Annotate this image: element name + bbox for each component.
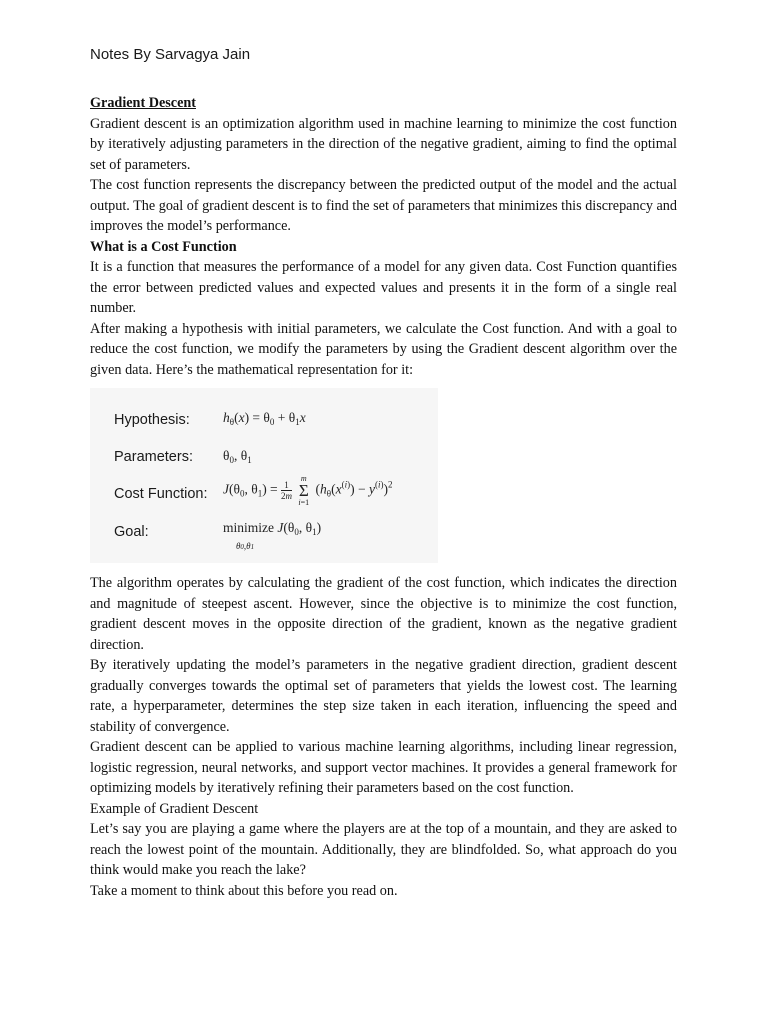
paragraph-iterative-update: By iteratively updating the model’s parameters in the negative gradient direction, gradient descent gradually converges towards the optimal set of parameters that yields the lowest cost. The learning rate, a hyperparameter, determines the step size taken in each iteration, influencing the speed and stability of convergence. bbox=[90, 657, 677, 735]
section-title: Gradient Descent bbox=[90, 95, 196, 111]
paragraph-cost-definition: It is a function that measures the performance of a model for any given data. Cost Function quantifies the error between predicted values and expected values and presents it in the form of a single real number. bbox=[90, 259, 677, 316]
paragraph-cost-discrepancy: The cost function represents the discrepancy between the predicted output of the model and the actual output. The goal of gradient descent is to find the set of parameters that minimizes this discrepancy and improves the model’s performance. bbox=[90, 177, 677, 234]
goal-label: Goal: bbox=[114, 524, 149, 540]
hypothesis-label: Hypothesis: bbox=[114, 412, 190, 428]
paragraph-intro: Gradient descent is an optimization algorithm used in machine learning to minimize the cost function by iteratively adjusting parameters in the direction of the negative gradient, aiming to find the optimal set of parameters. bbox=[90, 115, 677, 173]
page-header: Notes By Sarvagya Jain bbox=[90, 46, 251, 63]
paragraph-gradient-direction: The algorithm operates by calculating the gradient of the cost function, which indicates the direction and magnitude of steepest ascent. However, since the objective is to minimize the cost function, gradient descent moves in the opposite direction of the gradient, known as the negative gradient direction. bbox=[90, 575, 677, 653]
cost-function-heading: What is a Cost Function bbox=[90, 238, 237, 255]
parameters-formula: $\theta_0$, $\theta_1$ bbox=[223, 448, 252, 465]
parameters-label: Parameters: bbox=[114, 449, 193, 465]
hypothesis-formula: $h_\theta(x) = \theta_0 + \theta_1x$ bbox=[223, 410, 306, 427]
paragraph-applications: Gradient descent can be applied to various machine learning algorithms, including linear regression, logistic regression, neural networks, and support vector machines. It provides a general framework for optimizing models by iteratively refining their parameters based on the cost function. bbox=[90, 739, 677, 796]
paragraph-hypothesis: After making a hypothesis with initial parameters, we calculate the Cost function. And with a goal to reduce the cost function, we modify the parameters by using the Gradient descent algorithm over the given data. Here’s the mathematical representation for it: bbox=[90, 320, 677, 378]
goal-formula: minimize $J(\theta_0$, $\theta_1$) bbox=[223, 520, 322, 537]
cost-function-label: Cost Function: bbox=[114, 486, 208, 502]
example-heading: Example of Gradient Descent bbox=[90, 800, 259, 817]
paragraph-mountain-example: Let’s say you are playing a game where the players are at the top of a mountain, and they are asked to reach the lowest point of the mountain. Additionally, they are blindfolded. So, what approach do you think would make you reach the lake? bbox=[90, 821, 677, 878]
goal-subscript: θ0,θ1 bbox=[236, 541, 255, 551]
cost-function-formula: $J(\theta_0$, $\theta_1$) = $\frac{1}{2m}$ m Σ i=1 $(h_\theta(x^{(i)}) - y^{(i)})^2$ bbox=[223, 474, 393, 507]
paragraph-think: Take a moment to think about this before you read on. bbox=[90, 882, 398, 899]
formula-image bbox=[90, 388, 438, 563]
document-body bbox=[90, 93, 677, 901]
